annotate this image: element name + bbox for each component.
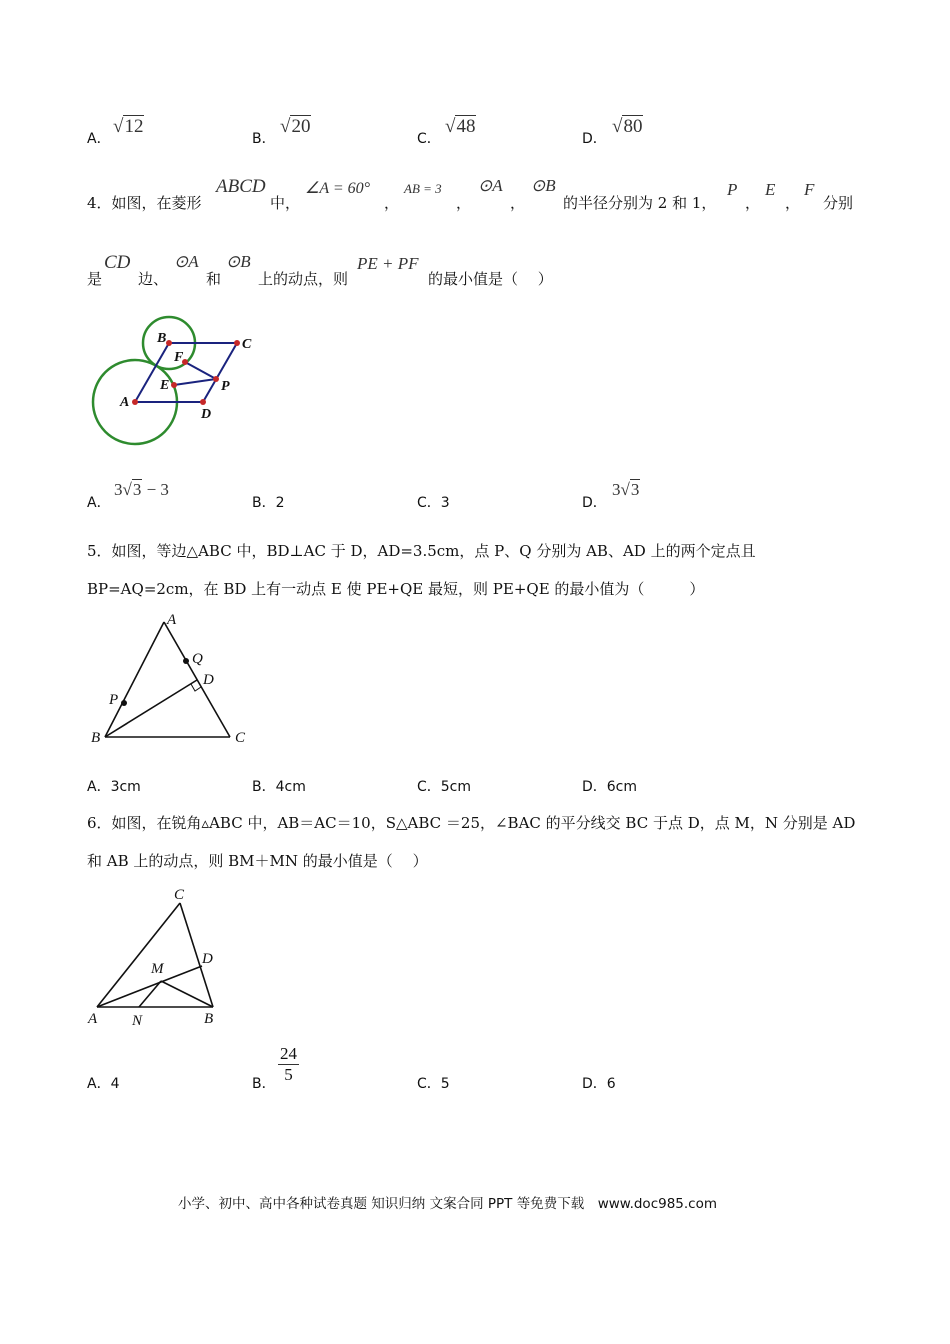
label-d: D xyxy=(201,407,212,422)
q4-fenbie: 分别 xyxy=(823,194,854,212)
q4-angle: ∠A = 60° xyxy=(305,180,371,197)
q3-option-d-value: √80 xyxy=(612,116,643,137)
q6-option-b: B． xyxy=(252,1076,276,1092)
label-c: C xyxy=(174,887,185,903)
q4-pe-pf: PE + PF xyxy=(357,254,419,273)
label-d: D xyxy=(203,672,214,688)
q4-option-d-value: 3√3 xyxy=(612,480,640,499)
q4-circle-a: ⊙A xyxy=(174,252,199,271)
point-b xyxy=(166,340,172,346)
q4-circle-b: ⊙B xyxy=(226,252,251,271)
q3-option-a-value: √12 xyxy=(113,116,144,137)
segment-fp xyxy=(185,362,216,379)
q4-number: 4．如图，在菱形 xyxy=(87,194,202,212)
q4-circle-a: ⊙A xyxy=(478,176,503,195)
q4-zhong: 中， xyxy=(270,194,301,212)
label-a: A xyxy=(167,612,177,628)
q6-stem-line-1: 6．如图，在锐角▵ABC 中，AB＝AC＝10，S△ABC ＝25，∠BAC 的平分线交 BC 于点 D，点 M，N 分别是 AD xyxy=(87,814,856,832)
segment-mn xyxy=(139,981,161,1007)
q4-abcd: ABCD xyxy=(216,176,266,197)
label-b: B xyxy=(204,1011,214,1027)
q5-option-b: B．4cm xyxy=(252,779,306,795)
q4-comma: ， xyxy=(745,194,761,212)
q5-triangle-figure xyxy=(85,610,265,750)
point-c xyxy=(234,340,240,346)
q4-option-a-value: 3√3 − 3 xyxy=(114,480,169,499)
point-e xyxy=(171,382,177,388)
point-q xyxy=(183,658,189,664)
q4-option-d: D． xyxy=(582,495,607,511)
point-a xyxy=(132,399,138,405)
q3-option-c-value: √48 xyxy=(445,116,476,137)
point-p xyxy=(121,700,127,706)
label-c: C xyxy=(235,730,246,746)
label-c: C xyxy=(242,337,252,352)
q6-option-b-fraction xyxy=(278,1044,299,1085)
q6-option-d: D．6 xyxy=(582,1076,616,1092)
label-a: A xyxy=(120,395,130,410)
point-d xyxy=(200,399,206,405)
q4-option-b: B．2 xyxy=(252,495,285,511)
q4-rhombus-figure xyxy=(80,310,280,450)
option-letter: B． xyxy=(252,131,276,147)
label-m: M xyxy=(151,961,164,977)
q4-comma: ， xyxy=(456,194,472,212)
label-f: F xyxy=(174,350,184,365)
option-letter: D． xyxy=(582,131,607,147)
q3-option-c xyxy=(417,128,441,148)
q4-ab: AB = 3 xyxy=(404,181,442,196)
label-p: P xyxy=(109,692,119,708)
label-d: D xyxy=(202,951,213,967)
q4-comma: ， xyxy=(785,194,801,212)
q4-p: P xyxy=(727,180,738,199)
q4-comma: ， xyxy=(510,194,526,212)
q4-bian: 边、 xyxy=(138,270,169,288)
q3-option-a xyxy=(87,128,111,148)
q5-option-a: A．3cm xyxy=(87,779,141,795)
side-ab xyxy=(105,622,164,737)
fraction-numerator: 24 xyxy=(280,1044,297,1063)
q4-he: 和 xyxy=(206,270,222,288)
q4-cd: CD xyxy=(104,252,131,273)
option-letter: C． xyxy=(417,131,441,147)
q6-option-c: C．5 xyxy=(417,1076,450,1092)
label-e: E xyxy=(160,378,170,393)
side-ac xyxy=(164,622,230,737)
q4-option-a: A． xyxy=(87,495,111,511)
q4-e: E xyxy=(765,180,776,199)
q4-rest: 的最小值是（ ） xyxy=(428,270,553,288)
page-footer: 小学、初中、高中各种试卷真题 知识归纳 文案合同 PPT 等免费下载 www.doc985.com xyxy=(178,1196,718,1212)
q4-comma: ， xyxy=(384,194,400,212)
q4-f: F xyxy=(804,180,815,199)
q3-option-b xyxy=(252,128,276,148)
label-n: N xyxy=(132,1013,143,1029)
q4-circle-b: ⊙B xyxy=(531,176,556,195)
label-a: A xyxy=(88,1011,98,1027)
q6-stem-line-2: 和 AB 上的动点，则 BM＋MN 的最小值是（ ） xyxy=(87,852,428,870)
point-p xyxy=(213,376,219,382)
q4-option-c: C．3 xyxy=(417,495,450,511)
segment-ep xyxy=(174,379,216,385)
fraction-denominator: 5 xyxy=(284,1065,293,1084)
label-p: P xyxy=(221,379,230,394)
q4-shi: 是 xyxy=(87,270,103,288)
label-b: B xyxy=(91,730,101,746)
q4-radius-text: 的半径分别为 2 和 1， xyxy=(563,194,717,212)
q4-rest: 上的动点，则 xyxy=(258,270,349,288)
option-letter: A． xyxy=(87,131,111,147)
q5-stem-line-1: 5．如图，等边△ABC 中，BD⊥AC 于 D，AD=3.5cm，点 P、Q 分别为 AB、AD 上的两个定点且 xyxy=(87,542,756,560)
label-q: Q xyxy=(192,651,203,667)
q5-stem-line-2: BP=AQ=2cm，在 BD 上有一动点 E 使 PE+QE 最短，则 PE+QE 的最小值为（ ） xyxy=(87,580,705,598)
q5-option-c: C．5cm xyxy=(417,779,472,795)
label-b: B xyxy=(157,331,167,346)
side-cd xyxy=(203,343,237,402)
q3-option-b-value: √20 xyxy=(280,116,311,137)
q6-option-a: A．4 xyxy=(87,1076,120,1092)
q5-option-d: D．6cm xyxy=(582,779,638,795)
q6-triangle-figure xyxy=(82,880,242,1030)
q3-option-d xyxy=(582,128,607,148)
